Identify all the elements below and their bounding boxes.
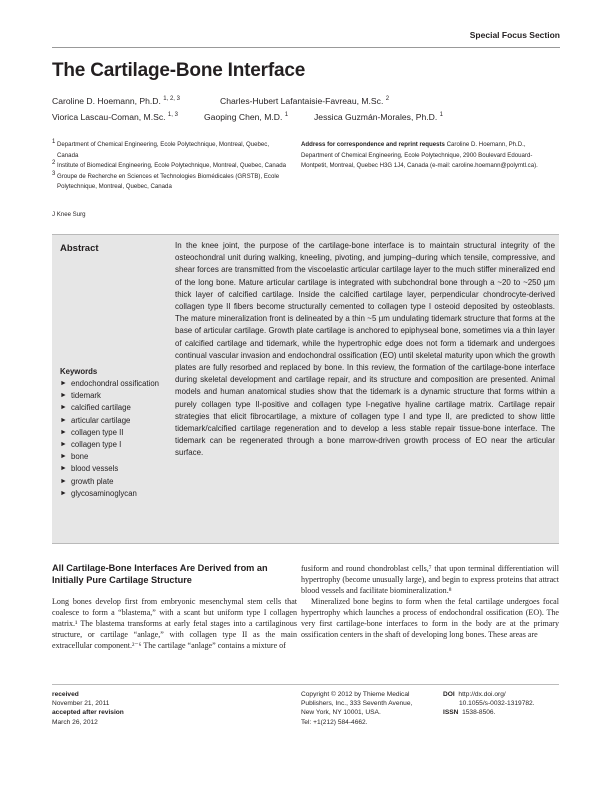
author: Gaoping Chen, M.D. $^1$ <box>204 112 289 122</box>
correspondence <box>301 140 559 172</box>
keyword-item: ► articular cartilage <box>60 415 170 427</box>
article-title: The Cartilage-Bone Interface <box>52 60 306 81</box>
header-rule <box>52 47 560 48</box>
keyword-item: ► glycosaminoglycan <box>60 488 170 500</box>
author: Caroline D. Hoemann, Ph.D. $^{1, 2, 3}$ <box>52 96 180 106</box>
author: Viorica Lascau-Coman, M.Sc. $^{1, 3}$ <box>52 112 178 122</box>
keyword-list <box>60 378 170 500</box>
doi-info: DOI http://dx.doi.org/ 10.1055/s-0032-1319782. ISSN 1538-8506. <box>443 691 535 717</box>
arrow-icon: ► <box>60 489 67 497</box>
author: Charles-Hubert Lafantaisie-Favreau, M.Sc. $^2$ <box>220 96 390 106</box>
received-dates: received November 21, 2011 accepted after revision March 26, 2012 <box>52 691 124 726</box>
keyword-item: ► tidemark <box>60 390 170 402</box>
affiliation: $^3$ Groupe de Recherche en Sciences et Technologies Biomédicales (GRSTB), Ecole Polytechnique, Montreal, Quebec, Canada <box>52 170 280 191</box>
body-column-right <box>301 563 559 640</box>
arrow-icon: ► <box>60 428 67 436</box>
keywords-heading: Keywords <box>60 367 98 376</box>
affiliation-list <box>52 140 292 193</box>
copyright-notice: Copyright © 2012 by Thieme Medical Publishers, Inc., 333 Seventh Avenue, New York, NY 10001, USA. Tel: +1(212) 584-4662. <box>301 691 413 726</box>
abstract-text: In the knee joint, the purpose of the cartilage-bone interface is to maintain structural integrity of the osteochondral unit during walking, kneeling, pivoting, and jumping–during which tensile, compressive, and shear forces are transmitted from the viscoelastic articular cartilage layer to the much stiffer mineralized end of the long bone. Mature articular cartilage is integrated with subchondral bone through a ~20 to ~250 µm thick layer of calcified cartilage. Inside the calcified cartilage layer, perpendicular chondrocyte-derived collagen type II fibers become structurally cemented to collagen type I osteoid deposited by osteoblasts. The mature mineralization front is delineated by a thin ~5 µm undulating tidemark structure that forms at the base of articular cartilage. Growth plate cartilage is anchored to epiphyseal bone, sometimes via a thin layer of calcified cartilage and tidemark, while the hypertrophic edge does not form a tidemark and undergoes continual vascular invasion and endochondral ossification (EO) until skeletal maturity upon which the growth plates are fully resorbed and replaced by bone. In this review, the formation of the cartilage-bone interface during skeletal development and cartilage repair, and its structure and composition are presented. Animal models and human anatomical studies show that the tidemark is a dynamic structure that forms within a purely collagen type II-positive and collagen type I-negative hyaline cartilage matrix. Cartilage repair strategies that elicit fibrocartilage, a mixture of collagen type I and type II, are predicted to show little tidemark/calcified cartilage regeneration and to develop a less stable repair tissue-bone interface. The tidemark can be regenerated through a bone marrow-driven growth process of EO near the articular surface. <box>175 241 555 458</box>
correspondence-label: Address for correspondence and reprint requests <box>301 141 445 148</box>
correspondence-text: Caroline D. Hoemann, Ph.D., Department of Chemical Engineering, Ecole Polytechnique, 2900 Boulevard Edouard-Montpetit, Montreal, Quebec H3G 1J4, Canada (e-mail: caroline.hoemann@polymtl.ca). <box>301 141 538 170</box>
body-paragraph: Long bones develop first from embryonic mesenchymal stem cells that coalesce to form a “blastema,” with a scant but uniform type I collagen matrix.¹ The blastema transforms at early fetal stages into a cartilaginous structure, or cartilage “anlage,” with collagen type II as the main extracellular component.²⁻⁶ The cartilage “anlage” contains a mixture of <box>52 597 297 650</box>
body-paragraph: fusiform and round chondroblast cells,⁷ that upon terminal differentiation will hypertrophy (become unusually large), and begin to express proteins that attract blood vessels and facilitate biomineralization.⁸ <box>301 564 559 595</box>
abstract-rule-bottom <box>52 543 559 544</box>
section-heading: All Cartilage-Bone Interfaces Are Derived from an Initially Pure Cartilage Structure <box>52 563 268 585</box>
doi-link[interactable]: http://dx.doi.org/ <box>458 691 506 698</box>
keyword-item: ► growth plate <box>60 476 170 488</box>
abstract-heading: Abstract <box>60 243 99 254</box>
abstract-rule-top <box>52 234 559 235</box>
affiliation: $^2$ Institute of Biomedical Engineering, Ecole Polytechnique, Montreal, Quebec, Canada <box>52 160 286 170</box>
keyword-item: ► blood vessels <box>60 463 170 475</box>
keyword-item: ► bone <box>60 451 170 463</box>
arrow-icon: ► <box>60 477 67 485</box>
arrow-icon: ► <box>60 392 67 400</box>
arrow-icon: ► <box>60 465 67 473</box>
keyword-item: ► calcified cartilage <box>60 402 170 414</box>
section-label: Special Focus Section <box>469 30 560 40</box>
body-column-left <box>52 563 297 651</box>
arrow-icon: ► <box>60 453 67 461</box>
arrow-icon: ► <box>60 404 67 412</box>
arrow-icon: ► <box>60 380 67 387</box>
keyword-item: ► endochondral ossification <box>60 378 170 390</box>
author: Jessica Guzmán-Morales, Ph.D. $^1$ <box>314 112 443 122</box>
arrow-icon: ► <box>60 441 67 449</box>
journal-name: J Knee Surg <box>52 211 86 218</box>
footer-rule <box>52 684 559 685</box>
body-paragraph: Mineralized bone begins to form when the fetal cartilage undergoes focal hypertrophy which launches a process of endochondral ossification (EO). The very first cartilage-bone interfaces to form in the body are at the primary ossification centers in the shaft of developing long bones. These areas are <box>301 597 559 639</box>
affiliation: $^1$ Department of Chemical Engineering, Ecole Polytechnique, Montreal, Quebec, Canada <box>52 138 270 159</box>
keyword-item: ► collagen type II <box>60 427 170 439</box>
arrow-icon: ► <box>60 416 67 424</box>
keyword-item: ► collagen type I <box>60 439 170 451</box>
